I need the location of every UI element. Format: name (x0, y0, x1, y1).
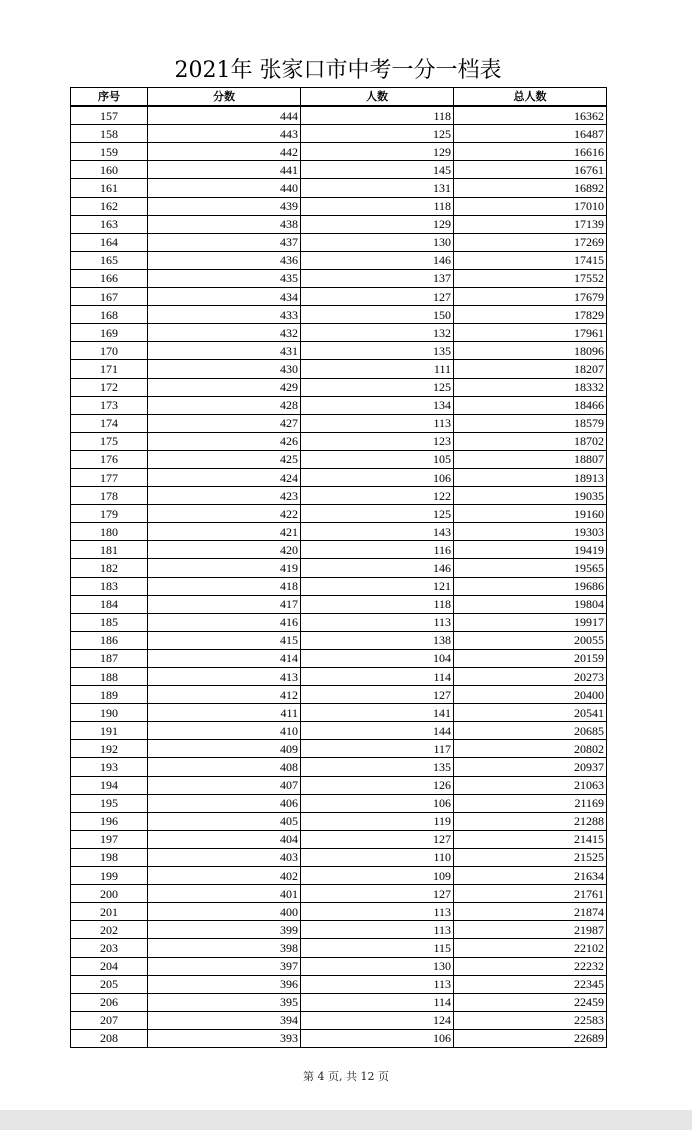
cell-score: 435 (148, 269, 301, 287)
cell-total: 22459 (454, 993, 607, 1011)
table-row (71, 794, 607, 812)
header-row (71, 88, 607, 107)
cell-count: 105 (301, 450, 454, 468)
table-row (71, 414, 607, 432)
table-row (71, 233, 607, 251)
cell-count: 104 (301, 649, 454, 667)
cell-seq: 185 (71, 613, 148, 631)
cell-seq: 200 (71, 885, 148, 903)
cell-count: 115 (301, 939, 454, 957)
cell-score: 424 (148, 468, 301, 486)
cell-seq: 188 (71, 668, 148, 686)
cell-score: 437 (148, 233, 301, 251)
cell-total: 16487 (454, 125, 607, 143)
cell-count: 121 (301, 577, 454, 595)
cell-total: 20273 (454, 668, 607, 686)
cell-total: 21525 (454, 848, 607, 866)
cell-seq: 159 (71, 143, 148, 161)
cell-count: 118 (301, 595, 454, 613)
cell-count: 106 (301, 794, 454, 812)
table-row (71, 468, 607, 486)
cell-seq: 169 (71, 324, 148, 342)
cell-count: 127 (301, 885, 454, 903)
cell-seq: 175 (71, 432, 148, 450)
cell-score: 399 (148, 921, 301, 939)
cell-seq: 160 (71, 161, 148, 179)
cell-score: 410 (148, 722, 301, 740)
table-row (71, 143, 607, 161)
table-row (71, 106, 607, 125)
cell-seq: 179 (71, 505, 148, 523)
cell-count: 111 (301, 360, 454, 378)
cell-score: 405 (148, 812, 301, 830)
cell-total: 17269 (454, 233, 607, 251)
cell-score: 427 (148, 414, 301, 432)
cell-count: 127 (301, 686, 454, 704)
table-row (71, 450, 607, 468)
cell-seq: 171 (71, 360, 148, 378)
cell-total: 22689 (454, 1029, 607, 1047)
cell-seq: 172 (71, 378, 148, 396)
table-row (71, 541, 607, 559)
cell-count: 125 (301, 505, 454, 523)
cell-total: 19565 (454, 559, 607, 577)
cell-total: 16362 (454, 106, 607, 125)
cell-total: 17961 (454, 324, 607, 342)
cell-score: 400 (148, 903, 301, 921)
cell-total: 19917 (454, 613, 607, 631)
cell-score: 406 (148, 794, 301, 812)
cell-seq: 187 (71, 649, 148, 667)
cell-score: 397 (148, 957, 301, 975)
table-row (71, 885, 607, 903)
cell-count: 127 (301, 830, 454, 848)
cell-score: 423 (148, 487, 301, 505)
table-row (71, 830, 607, 848)
cell-count: 135 (301, 342, 454, 360)
cell-count: 130 (301, 233, 454, 251)
cell-score: 411 (148, 704, 301, 722)
cell-seq: 186 (71, 631, 148, 649)
cell-score: 416 (148, 613, 301, 631)
table-row (71, 197, 607, 215)
table-row (71, 812, 607, 830)
table-row (71, 559, 607, 577)
cell-seq: 183 (71, 577, 148, 595)
cell-score: 439 (148, 197, 301, 215)
cell-total: 19035 (454, 487, 607, 505)
cell-count: 131 (301, 179, 454, 197)
page-title: 2021年 张家口市中考一分一档表 (174, 58, 502, 83)
cell-count: 123 (301, 432, 454, 450)
cell-score: 440 (148, 179, 301, 197)
cell-count: 113 (301, 613, 454, 631)
cell-score: 398 (148, 939, 301, 957)
cell-total: 22102 (454, 939, 607, 957)
cell-total: 16761 (454, 161, 607, 179)
table-row (71, 251, 607, 269)
cell-score: 429 (148, 378, 301, 396)
cell-count: 113 (301, 921, 454, 939)
cell-count: 146 (301, 559, 454, 577)
table-row (71, 595, 607, 613)
table-row (71, 161, 607, 179)
cell-score: 417 (148, 595, 301, 613)
column-header-total: 总人数 (454, 88, 607, 107)
cell-seq: 162 (71, 197, 148, 215)
cell-score: 412 (148, 686, 301, 704)
cell-seq: 157 (71, 106, 148, 125)
cell-score: 431 (148, 342, 301, 360)
table-row (71, 649, 607, 667)
cell-score: 420 (148, 541, 301, 559)
cell-count: 124 (301, 1011, 454, 1029)
cell-count: 125 (301, 125, 454, 143)
cell-count: 114 (301, 668, 454, 686)
cell-seq: 182 (71, 559, 148, 577)
table-row (71, 360, 607, 378)
cell-seq: 163 (71, 215, 148, 233)
cell-total: 21874 (454, 903, 607, 921)
cell-score: 421 (148, 523, 301, 541)
cell-count: 143 (301, 523, 454, 541)
cell-score: 434 (148, 288, 301, 306)
cell-seq: 173 (71, 396, 148, 414)
cell-seq: 199 (71, 867, 148, 885)
table-row (71, 776, 607, 794)
cell-seq: 180 (71, 523, 148, 541)
score-table (70, 87, 607, 1048)
cell-count: 127 (301, 288, 454, 306)
cell-count: 134 (301, 396, 454, 414)
cell-count: 113 (301, 903, 454, 921)
cell-seq: 197 (71, 830, 148, 848)
cell-score: 442 (148, 143, 301, 161)
column-header-score: 分数 (148, 88, 301, 107)
cell-seq: 203 (71, 939, 148, 957)
table-row (71, 306, 607, 324)
cell-total: 22232 (454, 957, 607, 975)
table-row (71, 179, 607, 197)
cell-total: 21415 (454, 830, 607, 848)
table-row (71, 577, 607, 595)
cell-score: 414 (148, 649, 301, 667)
cell-seq: 201 (71, 903, 148, 921)
table-row (71, 288, 607, 306)
table-row (71, 975, 607, 993)
cell-count: 109 (301, 867, 454, 885)
cell-count: 132 (301, 324, 454, 342)
cell-score: 402 (148, 867, 301, 885)
cell-total: 19160 (454, 505, 607, 523)
cell-total: 22583 (454, 1011, 607, 1029)
table-row (71, 939, 607, 957)
cell-total: 20685 (454, 722, 607, 740)
cell-count: 113 (301, 414, 454, 432)
table-row (71, 378, 607, 396)
cell-seq: 204 (71, 957, 148, 975)
cell-score: 428 (148, 396, 301, 414)
cell-score: 403 (148, 848, 301, 866)
table-row (71, 432, 607, 450)
cell-total: 18913 (454, 468, 607, 486)
cell-total: 20937 (454, 758, 607, 776)
table-row (71, 848, 607, 866)
table-row (71, 342, 607, 360)
cell-total: 21634 (454, 867, 607, 885)
table-row (71, 704, 607, 722)
table-row (71, 903, 607, 921)
table-row (71, 523, 607, 541)
cell-count: 110 (301, 848, 454, 866)
cell-seq: 207 (71, 1011, 148, 1029)
table-row (71, 1011, 607, 1029)
cell-count: 137 (301, 269, 454, 287)
table-row (71, 487, 607, 505)
cell-score: 438 (148, 215, 301, 233)
column-header-seq: 序号 (71, 88, 148, 107)
cell-seq: 194 (71, 776, 148, 794)
cell-total: 17552 (454, 269, 607, 287)
cell-count: 129 (301, 215, 454, 233)
cell-count: 118 (301, 197, 454, 215)
cell-count: 114 (301, 993, 454, 1011)
table-row (71, 1029, 607, 1047)
cell-count: 126 (301, 776, 454, 794)
table-body (71, 106, 607, 1047)
cell-score: 436 (148, 251, 301, 269)
page-footer: 第 4 页, 共 12 页 (303, 1070, 389, 1083)
cell-seq: 167 (71, 288, 148, 306)
cell-total: 18702 (454, 432, 607, 450)
cell-total: 19686 (454, 577, 607, 595)
cell-seq: 158 (71, 125, 148, 143)
cell-count: 145 (301, 161, 454, 179)
cell-score: 415 (148, 631, 301, 649)
cell-count: 150 (301, 306, 454, 324)
cell-score: 413 (148, 668, 301, 686)
cell-score: 407 (148, 776, 301, 794)
table-row (71, 125, 607, 143)
cell-count: 117 (301, 740, 454, 758)
cell-total: 21761 (454, 885, 607, 903)
cell-seq: 161 (71, 179, 148, 197)
cell-total: 18579 (454, 414, 607, 432)
table-row (71, 686, 607, 704)
cell-seq: 165 (71, 251, 148, 269)
cell-total: 18207 (454, 360, 607, 378)
cell-seq: 184 (71, 595, 148, 613)
cell-seq: 174 (71, 414, 148, 432)
cell-total: 21288 (454, 812, 607, 830)
cell-seq: 177 (71, 468, 148, 486)
cell-seq: 192 (71, 740, 148, 758)
cell-seq: 191 (71, 722, 148, 740)
cell-total: 21169 (454, 794, 607, 812)
cell-seq: 198 (71, 848, 148, 866)
cell-seq: 168 (71, 306, 148, 324)
cell-seq: 196 (71, 812, 148, 830)
cell-count: 144 (301, 722, 454, 740)
cell-score: 444 (148, 106, 301, 125)
cell-score: 418 (148, 577, 301, 595)
table-row (71, 867, 607, 885)
cell-total: 19303 (454, 523, 607, 541)
cell-total: 18466 (454, 396, 607, 414)
table-row (71, 396, 607, 414)
column-header-count: 人数 (301, 88, 454, 107)
cell-count: 106 (301, 1029, 454, 1047)
cell-count: 113 (301, 975, 454, 993)
cell-total: 17829 (454, 306, 607, 324)
cell-count: 138 (301, 631, 454, 649)
cell-total: 19804 (454, 595, 607, 613)
table-row (71, 993, 607, 1011)
cell-total: 20400 (454, 686, 607, 704)
table-row (71, 324, 607, 342)
table-header (71, 88, 607, 107)
table-row (71, 921, 607, 939)
cell-score: 401 (148, 885, 301, 903)
viewer-bottom-strip (0, 1110, 692, 1130)
cell-total: 22345 (454, 975, 607, 993)
cell-score: 425 (148, 450, 301, 468)
cell-seq: 166 (71, 269, 148, 287)
cell-score: 419 (148, 559, 301, 577)
table-row (71, 758, 607, 776)
cell-total: 18096 (454, 342, 607, 360)
cell-total: 17679 (454, 288, 607, 306)
cell-score: 433 (148, 306, 301, 324)
cell-seq: 164 (71, 233, 148, 251)
cell-count: 135 (301, 758, 454, 776)
cell-count: 125 (301, 378, 454, 396)
cell-score: 396 (148, 975, 301, 993)
cell-total: 17139 (454, 215, 607, 233)
cell-total: 20802 (454, 740, 607, 758)
cell-count: 106 (301, 468, 454, 486)
table-row (71, 957, 607, 975)
cell-count: 129 (301, 143, 454, 161)
cell-total: 18807 (454, 450, 607, 468)
cell-seq: 206 (71, 993, 148, 1011)
table-row (71, 613, 607, 631)
cell-seq: 189 (71, 686, 148, 704)
cell-score: 432 (148, 324, 301, 342)
cell-count: 146 (301, 251, 454, 269)
cell-score: 422 (148, 505, 301, 523)
cell-total: 16616 (454, 143, 607, 161)
cell-score: 443 (148, 125, 301, 143)
cell-score: 395 (148, 993, 301, 1011)
cell-seq: 205 (71, 975, 148, 993)
cell-score: 409 (148, 740, 301, 758)
cell-score: 426 (148, 432, 301, 450)
cell-score: 404 (148, 830, 301, 848)
cell-score: 430 (148, 360, 301, 378)
cell-score: 394 (148, 1011, 301, 1029)
cell-total: 21987 (454, 921, 607, 939)
cell-total: 20055 (454, 631, 607, 649)
cell-seq: 170 (71, 342, 148, 360)
cell-seq: 208 (71, 1029, 148, 1047)
cell-count: 116 (301, 541, 454, 559)
cell-count: 141 (301, 704, 454, 722)
cell-total: 17010 (454, 197, 607, 215)
table-row (71, 722, 607, 740)
table-row (71, 740, 607, 758)
cell-seq: 202 (71, 921, 148, 939)
cell-total: 17415 (454, 251, 607, 269)
cell-seq: 178 (71, 487, 148, 505)
cell-count: 119 (301, 812, 454, 830)
table-row (71, 269, 607, 287)
table-row (71, 215, 607, 233)
cell-count: 130 (301, 957, 454, 975)
cell-seq: 193 (71, 758, 148, 776)
cell-total: 19419 (454, 541, 607, 559)
cell-score: 393 (148, 1029, 301, 1047)
cell-seq: 176 (71, 450, 148, 468)
table-row (71, 631, 607, 649)
cell-total: 16892 (454, 179, 607, 197)
cell-total: 20159 (454, 649, 607, 667)
cell-seq: 181 (71, 541, 148, 559)
cell-total: 21063 (454, 776, 607, 794)
table-row (71, 505, 607, 523)
cell-seq: 190 (71, 704, 148, 722)
cell-count: 122 (301, 487, 454, 505)
cell-total: 18332 (454, 378, 607, 396)
cell-count: 118 (301, 106, 454, 125)
table-row (71, 668, 607, 686)
cell-seq: 195 (71, 794, 148, 812)
cell-score: 441 (148, 161, 301, 179)
cell-total: 20541 (454, 704, 607, 722)
cell-score: 408 (148, 758, 301, 776)
